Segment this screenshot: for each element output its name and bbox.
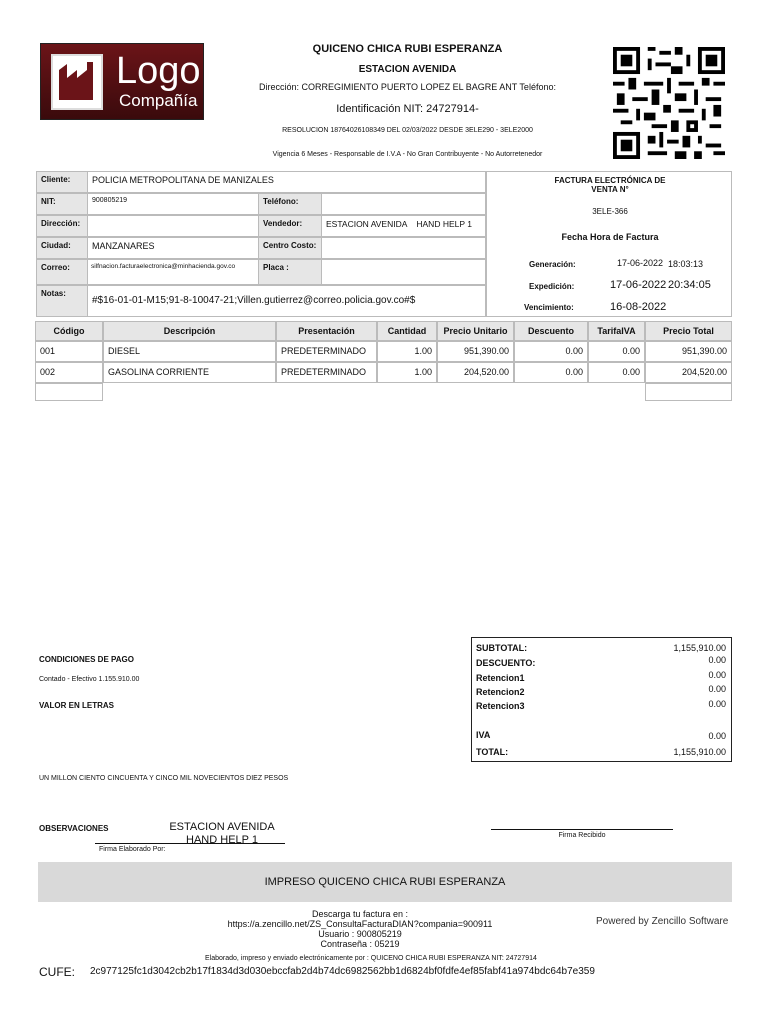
table-cell: DIESEL xyxy=(103,341,276,362)
station-name: ESTACION AVENIDA xyxy=(358,64,457,75)
table-cell: 1.00 xyxy=(377,341,437,362)
ciudad-label: Ciudad: xyxy=(36,237,88,259)
iva-value: 0.00 xyxy=(708,731,726,741)
vendedor-value: ESTACION AVENIDA HAND HELP 1 xyxy=(321,215,486,237)
cliente-label: Cliente: xyxy=(36,171,88,193)
placa-value xyxy=(321,259,486,285)
ciudad-value: MANZANARES xyxy=(87,237,259,259)
valor-letras-value: UN MILLON CIENTO CINCUENTA Y CINCO MIL NOVECIENTOS DIEZ PESOS xyxy=(39,775,289,782)
logo-subtext: Compañía xyxy=(119,91,198,110)
table-cell: 001 xyxy=(35,341,103,362)
signer-device: HAND HELP 1 xyxy=(186,834,258,846)
firma-recibido-label: Firma Recibido xyxy=(558,832,606,839)
fecha-title: Fecha Hora de Factura xyxy=(561,232,659,242)
centro-costo-value xyxy=(321,237,486,259)
generacion-time: 18:03:13 xyxy=(668,259,704,269)
download-password: Contraseña : 05219 xyxy=(320,939,400,949)
invoice-title: FACTURA ELECTRÓNICA DE VENTA N° xyxy=(554,176,666,194)
retencion1-value: 0.00 xyxy=(708,670,726,680)
signature-line xyxy=(491,829,673,830)
download-label: Descarga tu factura en : xyxy=(311,909,409,919)
generacion-label: Generación: xyxy=(529,260,576,269)
col-tarifa-iva: TarifaIVA xyxy=(588,321,645,341)
retencion2-value: 0.00 xyxy=(708,684,726,694)
vendedor-label: Vendedor: xyxy=(258,215,322,237)
valor-letras-label: VALOR EN LETRAS xyxy=(39,701,114,710)
company-nit: Identificación NIT: 24727914- xyxy=(336,103,479,115)
download-url[interactable]: https://a.zencillo.net/ZS_ConsultaFacturaDIAN?compania=900911 xyxy=(227,919,493,929)
table-cell: 951,390.00 xyxy=(645,341,732,362)
download-info xyxy=(200,909,520,949)
company-logo xyxy=(40,43,204,120)
vigencia-text: Vigencia 6 Meses - Responsable de I.V.A - No Gran Contribuyente - No Autorretenedor xyxy=(272,151,543,158)
invoice-number: 3ELE-366 xyxy=(592,207,628,216)
iva-label: IVA xyxy=(476,730,491,740)
table-cell: PREDETERMINADO xyxy=(276,341,377,362)
col-cantidad: Cantidad xyxy=(377,321,437,341)
factory-icon xyxy=(51,54,103,110)
total-label: TOTAL: xyxy=(476,747,509,757)
firma-elaborado-label: Firma Elaborado Por: xyxy=(99,846,166,853)
company-address: Dirección: CORREGIMIENTO PUERTO LOPEZ EL BAGRE ANT Teléfono: xyxy=(259,82,556,92)
centro-costo-label: Centro Costo: xyxy=(258,237,322,259)
cufe-value: 2c977125fc1d3042cb2b17f1834d3d030ebccfab2d4b74dc6982562bb1d6824bf0fdfe4ef85fabf41a974bdc64b7e359 xyxy=(90,966,595,977)
company-name: QUICENO CHICA RUBI ESPERANZA xyxy=(312,43,503,55)
col-descripcion: Descripción xyxy=(103,321,276,341)
telefono-value xyxy=(321,193,486,215)
invoice-info-box xyxy=(486,171,732,317)
correo-value: silfnacion.facturaelectronica@minhacienda.gov.co xyxy=(87,259,259,285)
total-value: 1,155,910.00 xyxy=(673,747,726,757)
nit-label: NIT: xyxy=(36,193,88,215)
expedicion-time: 20:34:05 xyxy=(668,279,711,291)
table-cell: PREDETERMINADO xyxy=(276,362,377,383)
condiciones-label: CONDICIONES DE PAGO xyxy=(39,655,134,664)
retencion3-value: 0.00 xyxy=(708,699,726,709)
vencimiento-date: 16-08-2022 xyxy=(610,301,667,313)
totals-box xyxy=(471,637,732,762)
generacion-date: 17-06-2022 xyxy=(617,258,664,268)
expedicion-date: 17-06-2022 xyxy=(610,279,667,291)
subtotal-value: 1,155,910.00 xyxy=(673,643,726,653)
retencion3-label: Retencion3 xyxy=(476,701,525,711)
nit-value: 900805219 xyxy=(87,193,259,215)
col-presentacion: Presentación xyxy=(276,321,377,341)
qr-code-icon xyxy=(613,44,725,162)
elaborado-text: Elaborado, impreso y enviado electrónicamente por : QUICENO CHICA RUBI ESPERANZA NIT: 24727914 xyxy=(205,955,537,962)
table-cell: 0.00 xyxy=(514,341,588,362)
cliente-value: POLICIA METROPOLITANA DE MANIZALES xyxy=(87,171,486,193)
telefono-label: Teléfono: xyxy=(258,193,322,215)
signer-name: ESTACION AVENIDA xyxy=(169,821,275,833)
table-cell: GASOLINA CORRIENTE xyxy=(103,362,276,383)
direccion-value xyxy=(87,215,259,237)
col-descuento: Descuento xyxy=(514,321,588,341)
direccion-label: Dirección: xyxy=(36,215,88,237)
retencion1-label: Retencion1 xyxy=(476,673,525,683)
vencimiento-label: Vencimiento: xyxy=(524,303,574,312)
table-cell: 1.00 xyxy=(377,362,437,383)
table-cell: 0.00 xyxy=(514,362,588,383)
download-user: Usuario : 900805219 xyxy=(318,929,402,939)
table-cell: 204,520.00 xyxy=(437,362,514,383)
descuento-label: DESCUENTO: xyxy=(476,658,536,668)
condiciones-value: Contado - Efectivo 1.155.910.00 xyxy=(39,676,140,683)
col-codigo: Código xyxy=(35,321,103,341)
impreso-banner: IMPRESO QUICENO CHICA RUBI ESPERANZA xyxy=(38,862,732,902)
col-precio-unitario: Precio Unitario xyxy=(437,321,514,341)
col-precio-total: Precio Total xyxy=(645,321,732,341)
table-cell: 951,390.00 xyxy=(437,341,514,362)
cufe-label: CUFE: xyxy=(39,965,75,979)
retencion2-label: Retencion2 xyxy=(476,687,525,697)
logo-text: Logo xyxy=(116,50,201,92)
correo-label: Correo: xyxy=(36,259,88,285)
table-cell: 0.00 xyxy=(588,341,645,362)
table-cell: 204,520.00 xyxy=(645,362,732,383)
placa-label: Placa : xyxy=(258,259,322,285)
expedicion-label: Expedición: xyxy=(529,282,575,291)
powered-by: Powered by Zencillo Software xyxy=(596,916,729,927)
observaciones-label: OBSERVACIONES xyxy=(39,824,109,833)
resolution-text: RESOLUCION 18764026108349 DEL 02/03/2022 DESDE 3ELE290 - 3ELE2000 xyxy=(282,127,533,134)
notas-value: #$16-01-01-M15;91-8-10047-21;Villen.gutierrez@correo.policia.gov.co#$ xyxy=(87,285,486,317)
table-empty-cell xyxy=(35,383,103,401)
subtotal-label: SUBTOTAL: xyxy=(476,643,528,653)
descuento-value: 0.00 xyxy=(708,655,726,665)
table-cell: 0.00 xyxy=(588,362,645,383)
notas-label: Notas: xyxy=(36,285,88,317)
table-empty-cell xyxy=(645,383,732,401)
table-cell: 002 xyxy=(35,362,103,383)
signature-line xyxy=(95,843,285,844)
